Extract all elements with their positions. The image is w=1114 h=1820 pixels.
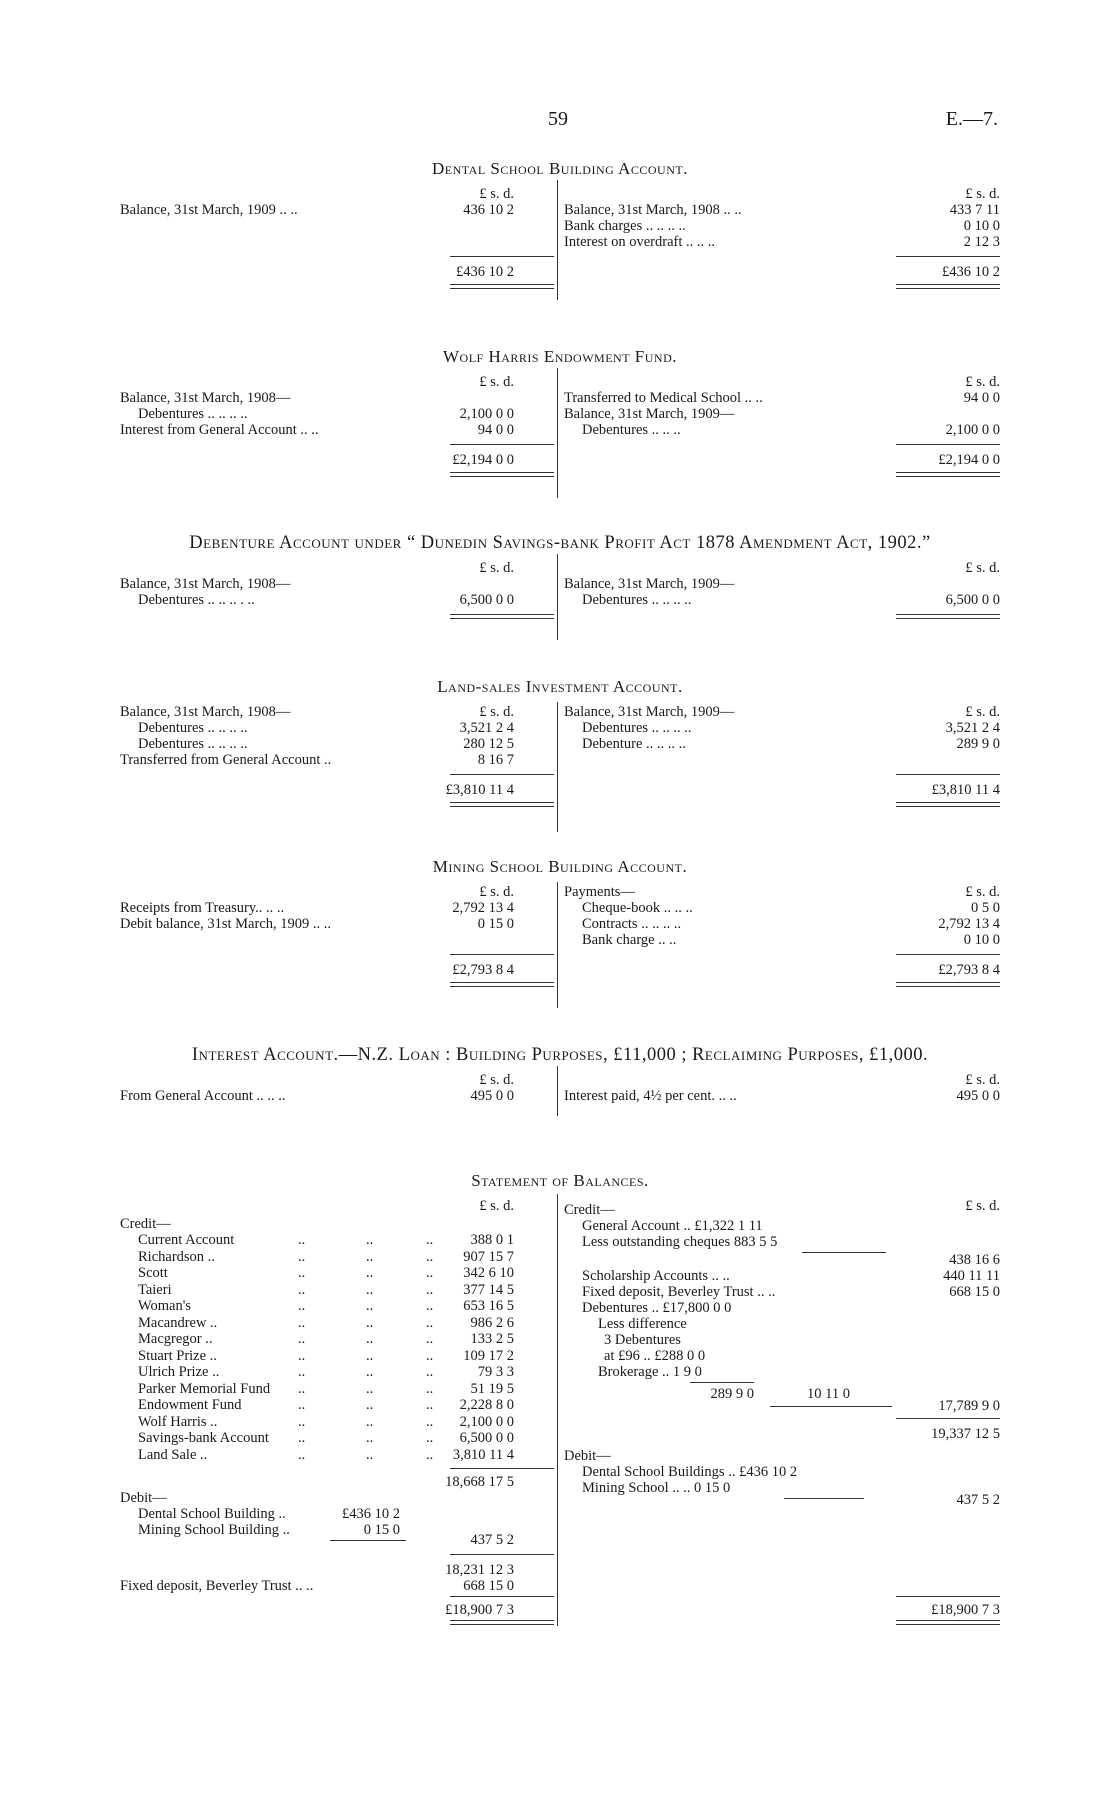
leader-dots: .. [426,1232,434,1248]
credit-label: Savings-bank Account [138,1430,269,1446]
credit-amount: 653 16 5 [463,1298,514,1314]
fixed-deposit-label: Fixed deposit, Beverley Trust .. .. [582,1284,776,1300]
leader-dots: .. [426,1347,434,1364]
scholarship-amount: 440 11 11 [943,1268,1000,1284]
lsd-header: £ s. d. [965,186,1000,202]
lsd-header: £ s. d. [965,1072,1000,1088]
double-rule [450,614,554,619]
credit-amount: 3,810 11 4 [452,1446,514,1463]
leader-dots: .. [426,1364,434,1380]
credit-heading: Credit— [120,1216,171,1232]
fixed-deposit-amount: 668 15 0 [463,1578,514,1594]
entry-amount: 94 0 0 [963,390,1000,406]
leader-dots: .. [298,1232,306,1248]
entry-label: Bank charge .. .. [582,932,677,948]
rule [450,256,554,257]
lsd-header: £ s. d. [479,1198,514,1214]
leader-dots: .. [426,1298,434,1314]
page-header [0,108,1114,132]
balances-title: Statement of Balances. [471,1171,649,1190]
wolf-title: Wolf Harris Endowment Fund. [443,347,677,366]
entry-label: Interest on overdraft .. .. .. [564,234,715,250]
credit-amount: 109 17 2 [463,1347,514,1364]
debentures-net: 17,789 9 0 [938,1398,1000,1414]
lsd-header: £ s. d. [965,560,1000,576]
mining-title: Mining School Building Account. [432,857,688,876]
leader-dots: .. [366,1364,374,1380]
balances-section [120,1170,1000,1650]
credit-label: Ulrich Prize .. [138,1364,220,1380]
leader-dots: .. [298,1281,306,1298]
three-debentures: 3 Debentures [604,1332,681,1348]
entry-label: Balance, 31st March, 1908— [120,704,291,720]
leader-dots: .. [426,1446,434,1463]
credit-label: Current Account [138,1232,235,1248]
grand-total: £18,900 7 3 [931,1602,1000,1618]
lsd-header: £ s. d. [479,704,514,720]
leader-dots: .. [366,1430,374,1446]
entry-label: Bank charges .. .. .. .. [564,218,686,234]
credit-label: Macandrew .. [138,1314,218,1331]
debentures-label: Debentures .. £17,800 0 0 [582,1300,732,1316]
leader-dots: .. [298,1364,306,1380]
rule [896,954,1000,955]
subtotal: 10 11 0 [807,1386,850,1402]
entry-amount: 2,100 0 0 [945,422,1000,438]
general-net: 438 16 6 [949,1252,1000,1268]
scholarship-label: Scholarship Accounts .. .. [582,1268,730,1284]
entry-label: Debit balance, 31st March, 1909 .. .. [120,916,332,932]
land-section [120,676,1000,826]
page-reference: E.—7. [945,108,998,130]
entry-amount: 495 0 0 [956,1088,1000,1104]
entry-label: Receipts from Treasury.. .. .. [120,900,285,916]
entry-label: Debentures .. .. .. .. [138,720,248,736]
leader-dots: .. [426,1265,434,1281]
credit-label: Endowment Fund [138,1397,242,1413]
general-account: General Account .. £1,322 1 11 [582,1218,763,1234]
credit-amount: 51 19 5 [470,1380,514,1397]
lsd-header: £ s. d. [479,1072,514,1088]
double-rule [896,982,1000,987]
credit-amount: 342 6 10 [463,1265,514,1281]
leader-dots: .. [366,1397,374,1413]
subtotal: 289 9 0 [710,1386,754,1402]
divider [557,180,558,300]
leader-dots: .. [366,1347,374,1364]
credit-label: Land Sale .. [138,1446,208,1463]
rule [450,954,554,955]
page-number: 59 [548,108,568,130]
fixed-deposit-amount: 668 15 0 [949,1284,1000,1300]
debit-total: 437 5 2 [956,1492,1000,1508]
entry-amount: 2,792 13 4 [938,916,1000,932]
leader-dots: .. [426,1380,434,1397]
rule [896,774,1000,775]
entry-label: From General Account .. .. .. [120,1088,286,1104]
entry-label: Balance, 31st March, 1909 .. .. [120,202,298,218]
entry-label: Debentures .. .. .. .. [138,736,248,752]
total-amount: £2,194 0 0 [452,452,514,468]
entry-amount: 0 10 0 [963,218,1000,234]
credit-label: Woman's [138,1298,191,1314]
entry-amount: 0 5 0 [971,900,1000,916]
land-title: Land-sales Investment Account. [437,677,683,696]
debit-heading: Debit— [120,1490,167,1506]
total-amount: £2,793 8 4 [452,962,514,978]
credit-label: Richardson .. [138,1248,215,1265]
total-amount: £436 10 2 [456,264,514,280]
interest-title: Interest Account.—N.Z. Loan : Building Purposes, £11,000 ; Reclaiming Purposes, £1,000. [191,1045,929,1065]
entry-label: Debenture .. .. .. .. [582,736,686,752]
double-rule [896,472,1000,477]
double-rule [450,802,554,807]
leader-dots: .. [366,1232,374,1248]
entry-amount: 433 7 11 [949,202,1000,218]
fixed-deposit-label: Fixed deposit, Beverley Trust .. .. [120,1578,314,1594]
leader-dots: .. [366,1413,374,1430]
dental-debit: Dental School Buildings .. £436 10 2 [582,1464,798,1480]
rule [896,256,1000,257]
leader-dots: .. [366,1265,374,1281]
credit-amount: 986 2 6 [470,1314,514,1331]
debit-heading: Debit— [564,1448,611,1464]
total-amount: £3,810 11 4 [931,782,1000,798]
leader-dots: .. [366,1331,374,1347]
leader-dots: .. [366,1314,374,1331]
entry-amount: 0 15 0 [477,916,514,932]
debenture-section [120,532,1000,632]
credit-amount: 79 3 3 [477,1364,514,1380]
lsd-header: £ s. d. [965,884,1000,900]
entry-label: Debentures .. .. .. [582,422,681,438]
entry-label: Balance, 31st March, 1909— [564,704,735,720]
grand-total: £18,900 7 3 [445,1602,514,1618]
leader-dots: .. [426,1248,434,1265]
entry-amount: 0 10 0 [963,932,1000,948]
lsd-header: £ s. d. [965,374,1000,390]
entry-amount: 280 12 5 [463,736,514,752]
leader-dots: .. [426,1331,434,1347]
credit-heading: Credit— [564,1202,615,1218]
dental-section [120,158,1000,298]
entry-amount: 3,521 2 4 [459,720,514,736]
entry-label: Balance, 31st March, 1909— [564,576,735,592]
dental-title: Dental School Building Account. [432,159,688,178]
debit-label: Dental School Building .. [138,1506,286,1522]
debit-total: 437 5 2 [470,1532,514,1548]
credit-amount: 2,228 8 0 [459,1397,514,1413]
wolf-section [120,346,1000,496]
at-96: at £96 .. £288 0 0 [604,1348,706,1364]
entry-amount: 436 10 2 [463,202,514,218]
leader-dots: .. [426,1281,434,1298]
debit-subamount: 0 15 0 [363,1522,400,1538]
total-amount: £2,194 0 0 [938,452,1000,468]
credit-total: 19,337 12 5 [931,1426,1000,1442]
total-amount: £3,810 11 4 [445,782,514,798]
entry-amount: 3,521 2 4 [945,720,1000,736]
entry-label: Debentures .. .. .. .. [138,406,248,422]
lsd-header: £ s. d. [479,186,514,202]
entry-amount: 2,792 13 4 [452,900,514,916]
lsd-header: £ s. d. [479,884,514,900]
interest-section [120,1044,1000,1124]
credit-label: Macgregor .. [138,1331,213,1347]
rule [896,444,1000,445]
divider [557,882,558,1008]
credit-amount: 377 14 5 [463,1281,514,1298]
rule [450,774,554,775]
mining-debit: Mining School .. .. 0 15 0 [582,1480,731,1496]
leader-dots: .. [426,1430,434,1446]
entry-label: Interest from General Account .. .. [120,422,319,438]
leader-dots: .. [366,1380,374,1397]
leader-dots: .. [298,1347,306,1364]
double-rule [896,802,1000,807]
leader-dots: .. [366,1248,374,1265]
leader-dots: .. [366,1298,374,1314]
credit-amount: 2,100 0 0 [459,1413,514,1430]
entry-label: Balance, 31st March, 1908— [120,390,291,406]
double-rule [896,284,1000,289]
net-balance: 18,231 12 3 [445,1562,514,1578]
entry-label: Transferred from General Account .. [120,752,332,768]
leader-dots: .. [298,1397,306,1413]
entry-label: Debentures .. .. .. .. [582,592,692,608]
divider [557,702,558,832]
lsd-header: £ s. d. [965,1198,1000,1214]
credit-amount: 6,500 0 0 [459,1430,514,1446]
leader-dots: .. [298,1430,306,1446]
mining-section [120,856,1000,1006]
credit-label: Parker Memorial Fund [138,1380,271,1397]
credit-amount: 388 0 1 [470,1232,514,1248]
leader-dots: .. [366,1281,374,1298]
entry-amount: 6,500 0 0 [945,592,1000,608]
credit-label: Scott [138,1265,168,1281]
credit-label: Stuart Prize .. [138,1347,217,1364]
entry-label: Payments— [564,884,635,900]
entry-label: Cheque-book .. .. .. [582,900,693,916]
double-rule [450,284,554,289]
entry-amount: 8 16 7 [477,752,514,768]
double-rule [450,982,554,987]
leader-dots: .. [298,1331,306,1347]
credit-label: Taieri [138,1281,172,1298]
credit-amount: 133 2 5 [470,1331,514,1347]
leader-dots: .. [426,1413,434,1430]
entry-amount: 2 12 3 [963,234,1000,250]
divider [557,368,558,498]
leader-dots: .. [298,1265,306,1281]
entry-amount: 94 0 0 [477,422,514,438]
leader-dots: .. [298,1298,306,1314]
debit-label: Mining School Building .. [138,1522,290,1538]
leader-dots: .. [298,1314,306,1331]
entry-amount: 6,500 0 0 [459,592,514,608]
entry-amount: 2,100 0 0 [459,406,514,422]
debenture-title: Debenture Account under “ Dunedin Savings-bank Profit Act 1878 Amendment Act, 1902.” [189,533,931,553]
leader-dots: .. [298,1248,306,1265]
rule [450,444,554,445]
entry-label: Transferred to Medical School .. .. [564,390,763,406]
entry-amount: 495 0 0 [470,1088,514,1104]
entry-label: Debentures .. .. .. .. [582,720,692,736]
lsd-header: £ s. d. [479,374,514,390]
brokerage: Brokerage .. 1 9 0 [598,1364,702,1380]
entry-label: Interest paid, 4½ per cent. .. .. [564,1088,737,1104]
entry-label: Balance, 31st March, 1908— [120,576,291,592]
credit-label: Wolf Harris .. [138,1413,218,1430]
credit-amount: 907 15 7 [463,1248,514,1265]
leader-dots: .. [298,1380,306,1397]
entry-label: Contracts .. .. .. .. [582,916,682,932]
lsd-header: £ s. d. [479,560,514,576]
divider [557,554,558,640]
debit-subamount: £436 10 2 [342,1506,400,1522]
entry-label: Balance, 31st March, 1909— [564,406,735,422]
double-rule [896,614,1000,619]
leader-dots: .. [366,1446,374,1463]
leader-dots: .. [298,1413,306,1430]
double-rule [450,472,554,477]
total-amount: £436 10 2 [942,264,1000,280]
entry-label: Balance, 31st March, 1908 .. .. [564,202,742,218]
total-amount: £2,793 8 4 [938,962,1000,978]
less-difference: Less difference [598,1316,687,1332]
entry-amount: 289 9 0 [956,736,1000,752]
leader-dots: .. [426,1314,434,1331]
entry-label: Debentures .. .. .. . .. [138,592,255,608]
leader-dots: .. [426,1397,434,1413]
leader-dots: .. [298,1446,306,1463]
divider [557,1066,558,1116]
lsd-header: £ s. d. [965,704,1000,720]
less-outstanding: Less outstanding cheques 883 5 5 [582,1234,778,1250]
divider [557,1194,558,1626]
credit-total: 18,668 17 5 [445,1474,514,1490]
